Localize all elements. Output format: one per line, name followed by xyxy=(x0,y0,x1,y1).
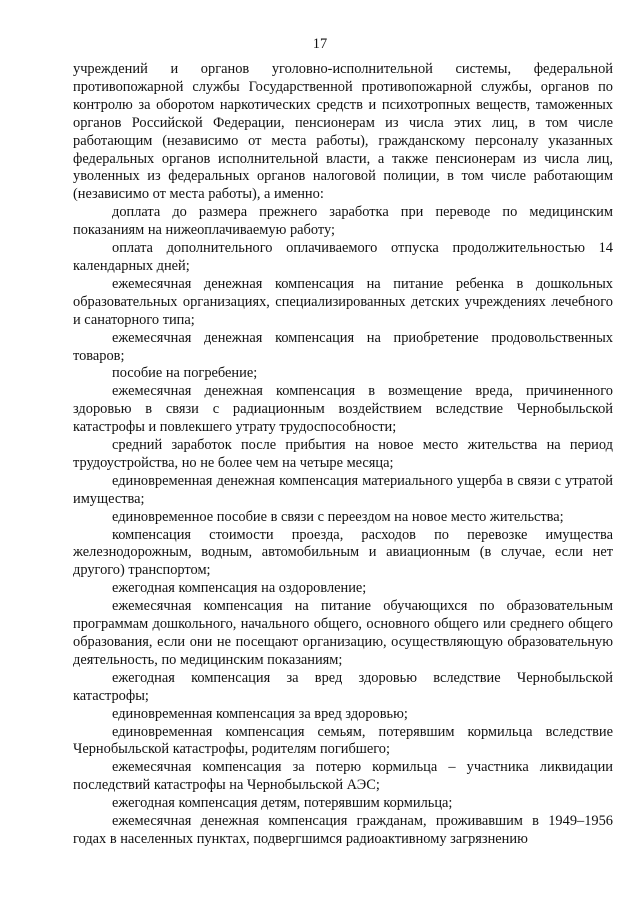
paragraph-one-time-health-compensation: единовременная компенсация за вред здоровью; xyxy=(112,705,408,722)
paragraph-property-loss: единовременная денежная компенсация материального ущерба в связи с утратой имущества; xyxy=(73,472,613,507)
paragraph-relocation-allowance: единовременное пособие в связи с переездом на новое место жительства; xyxy=(112,508,564,525)
paragraph-health-improvement: ежегодная компенсация на оздоровление; xyxy=(112,580,367,597)
paragraph-1949-1956-residents: ежемесячная денежная компенсация гражданам, проживавшим в 1949–1956 годах в населенных пунктах, подвергшимся радиоактивному загрязнению xyxy=(73,813,613,847)
paragraph-health-damage-compensation: ежемесячная денежная компенсация в возмещение вреда, причиненного здоровью в связи с радиационным воздействием вследствие Чернобыльской катастрофы и повлекшего утрату трудоспособности; xyxy=(73,383,613,436)
paragraph-breadwinner-loss: ежемесячная компенсация за потерю кормильца – участника ликвидации последствий катастрофы на Чернобыльской АЭС; xyxy=(73,759,613,794)
paragraph-family-compensation: единовременная компенсация семьям, потерявшим кормильца вследствие Чернобыльской катастрофы, родителям погибшего; xyxy=(73,723,613,758)
paragraph-average-earnings: средний заработок после прибытия на новое место жительства на период трудоустройства, но не более чем на четыре месяца; xyxy=(73,437,613,471)
paragraph-earnings-supplement: доплата до размера прежнего заработка при переводе по медицинским показаниям на нижеоплачиваемую работу; xyxy=(73,204,613,239)
paragraph-annual-health-compensation: ежегодная компенсация за вред здоровью вследствие Чернобыльской катастрофы; xyxy=(73,669,613,704)
document-body xyxy=(73,61,613,849)
paragraph-funeral-allowance: пособие на погребение; xyxy=(112,365,258,382)
paragraph-travel-costs: компенсация стоимости проезда, расходов по перевозке имущества железнодорожным, водным, автомобильным и авиационным (в случае, если нет другого) транспортом; xyxy=(73,526,613,579)
paragraph-continuation: учреждений и органов уголовно-исполнительной системы, федеральной противопожарной службы Государственной противопожарной службы, органов по контролю за оборотом наркотических средств и психотропных веществ, таможенных органов Российской Федерации, пенсионерам из числа этих лиц, в том числе работающим (независимо от места работы), гражданскому персоналу указанных федеральных органов исполнительной власти, а также пенсионерам из числа лиц, уволенных из федеральных органов налоговой полиции, в том числе работающим (независимо от места работы), а именно: xyxy=(73,61,613,203)
paragraph-child-nutrition: ежемесячная денежная компенсация на питание ребенка в дошкольных образовательных организациях, специализированных детских учреждениях лечебного и санаторного типа; xyxy=(73,275,613,328)
page-number: 17 xyxy=(312,36,328,52)
paragraph-additional-leave: оплата дополнительного оплачиваемого отпуска продолжительностью 14 календарных дней; xyxy=(73,240,613,274)
paragraph-student-nutrition: ежемесячная компенсация на питание обучающихся по образовательным программам дошкольного, начального общего, основного общего или среднего общего образования, если они не посещают организацию, осуществляющую образовательную деятельность, по медицинским показаниям; xyxy=(73,598,613,668)
paragraph-food-compensation: ежемесячная денежная компенсация на приобретение продовольственных товаров; xyxy=(73,329,613,364)
paragraph-children-compensation: ежегодная компенсация детям, потерявшим кормильца; xyxy=(112,795,453,812)
